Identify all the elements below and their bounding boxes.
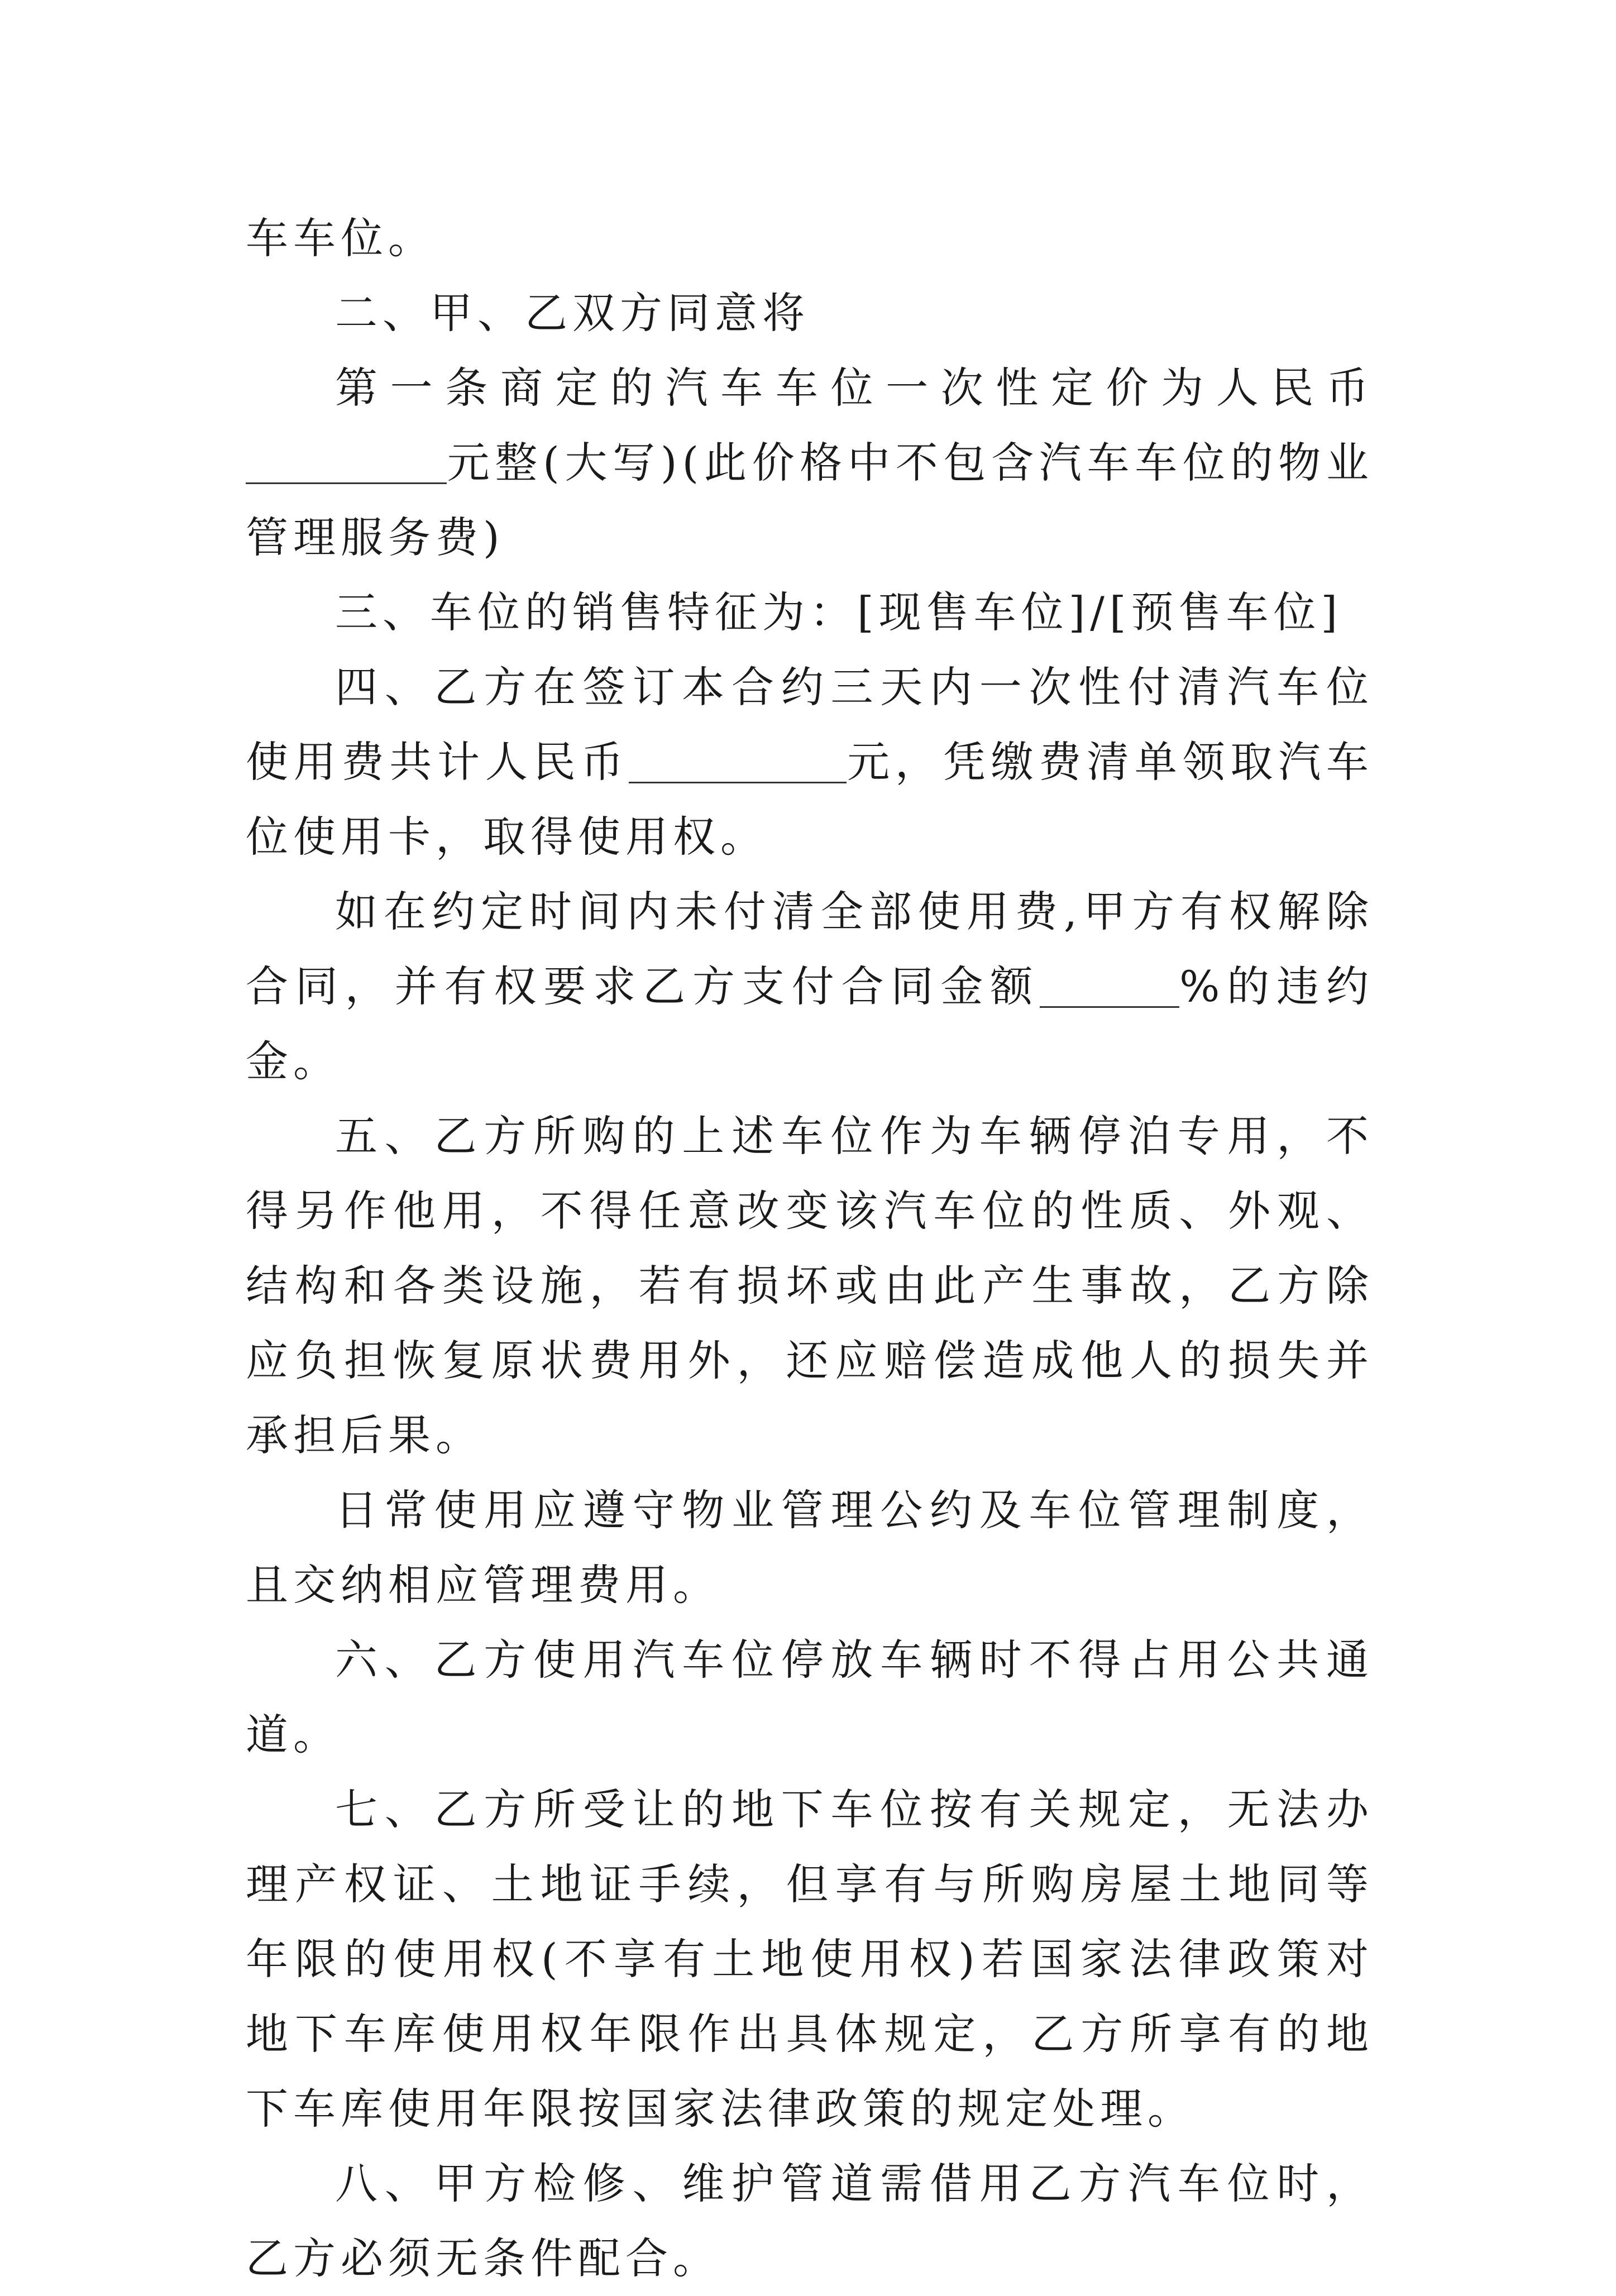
paragraph-text: 如在约定时间内未付清全部使用费,甲方有权解除合同，并有权要求乙方支付合同金额 [246,887,1374,1011]
paragraph-clause-6 [246,1623,1374,1772]
paragraph-text: 第一条商定的汽车车位一次性定价为人民币 [335,363,1374,413]
document-body [246,201,1374,2296]
paragraph-text: 四、乙方在签订本合约三天内一次性付清汽车位使用费共计人民币 [246,662,1374,787]
paragraph-clause-5 [246,1099,1374,1473]
paragraph-text: 元整(大写)(此价格中不包含汽车车位的物业管理服务费) [246,438,1374,562]
paragraph-text: 二、甲、乙双方同意将 [335,288,810,338]
paragraph-text: 车车位。 [246,213,436,263]
paragraph-daily-use [246,1473,1374,1623]
paragraph-clause-7 [246,1772,1374,2146]
total-fee-blank-field[interactable] [629,739,847,783]
paragraph-text: 七、乙方所受让的地下车位按有关规定，无法办理产权证、土地证手续，但享有与所购房屋土地同等年限的使用权(不享有土地使用权)若国家法律政策对地下车库使用权年限作出具体规定，乙方所享有的地下车库使用年限按国家法律政策的规定处理。 [246,1785,1374,2134]
paragraph-text: 六、乙方使用汽车位停放车辆时不得占用公共通道。 [246,1635,1374,1759]
paragraph-price [246,351,1374,575]
paragraph-clause-8 [246,2146,1374,2296]
paragraph-text: 元，凭缴费清单领取汽车位使用卡，取得使用权。 [246,737,1374,862]
paragraph-clause-4 [246,650,1374,874]
paragraph-continuation [246,201,1374,276]
paragraph-text: 三、车位的销售特征为：[现售车位]/[预售车位] [335,587,1343,637]
price-blank-field[interactable] [246,440,447,484]
paragraph-clause-2 [246,276,1374,351]
paragraph-text: %的违约金。 [246,962,1374,1086]
paragraph-text: 八、甲方检修、维护管道需借用乙方汽车位时，乙方必须无条件配合。 [246,2159,1374,2283]
paragraph-penalty [246,874,1374,1099]
paragraph-clause-3 [246,575,1374,650]
paragraph-text: 五、乙方所购的上述车位作为车辆停泊专用，不得另作他用，不得任意改变该汽车位的性质、外观、结构和各类设施，若有损坏或由此产生事故，乙方除应负担恢复原状费用外，还应赔偿造成他人的损失并承担后果。 [246,1111,1374,1460]
penalty-percent-blank-field[interactable] [1040,964,1179,1008]
paragraph-text: 日常使用应遵守物业管理公约及车位管理制度，且交纳相应管理费用。 [246,1485,1374,1610]
